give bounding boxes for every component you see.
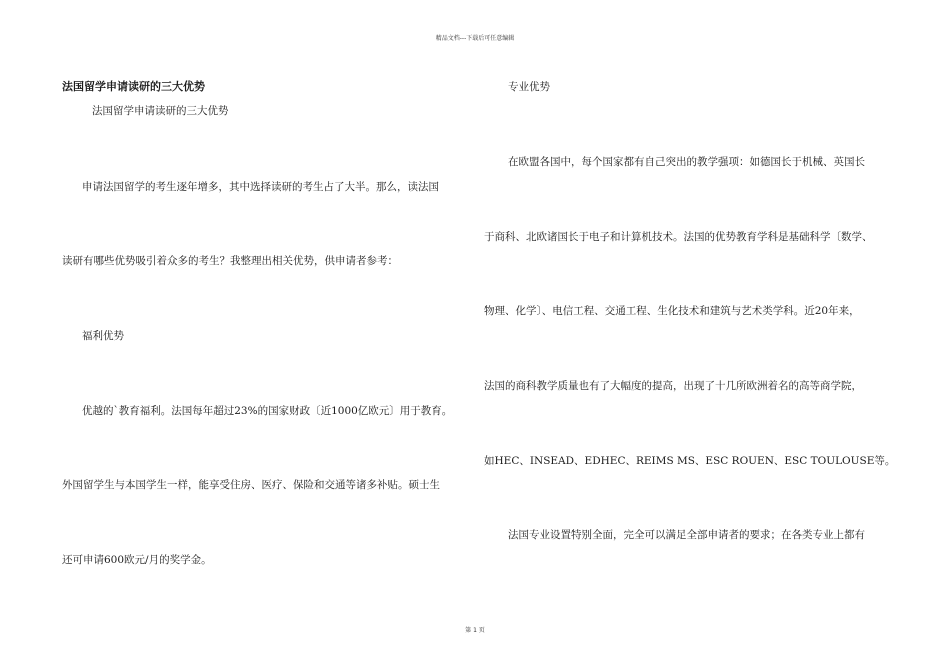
section-heading-major: 专业优势 xyxy=(508,81,550,93)
paragraph-line: 于商科、北欧诸国长于电子和计算机技术。法国的优势教育学科是基础科学〔数学、 xyxy=(484,231,873,243)
paragraph-line: 还可申请600欧元/月的奖学金。 xyxy=(62,554,212,566)
document-subtitle: 法国留学申请读研的三大优势 xyxy=(92,105,229,117)
paragraph-line: 读研有哪些优势吸引着众多的考生？我整理出相关优势，供申请者参考： xyxy=(62,255,398,267)
paragraph-line: 在欧盟各国中，每个国家都有自己突出的教学强项：如德国长于机械、英国长 xyxy=(508,156,865,168)
document-title: 法国留学申请读研的三大优势 xyxy=(62,80,205,93)
header-note: 精品文档---下载后可任意编辑 xyxy=(435,35,515,42)
paragraph-line: 优越的`教育福利。法国每年超过23%的国家财政〔近1000亿欧元〕用于教育。 xyxy=(82,405,453,417)
page-number: 第 1 页 xyxy=(465,627,485,634)
paragraph-line: 法国的商科教学质量也有了大幅度的提高，出现了十几所欧洲着名的高等商学院， xyxy=(484,380,862,392)
paragraph-line: 物理、化学〕、电信工程、交通工程、生化技术和建筑与艺术类学科。近20年来， xyxy=(484,305,860,317)
section-heading-welfare: 福利优势 xyxy=(82,330,124,342)
paragraph-line: 外国留学生与本国学生一样，能享受住房、医疗、保险和交通等诸多补贴。硕士生 xyxy=(62,479,440,491)
paragraph-line: 如HEC、INSEAD、EDHEC、REIMS MS、ESC ROUEN、ESC TOULOUSE等。 xyxy=(484,455,896,467)
paragraph-line: 申请法国留学的考生逐年增多，其中选择读研的考生占了大半。那么，读法国 xyxy=(82,181,439,193)
paragraph-line: 法国专业设置特别全面，完全可以满足全部申请者的要求；在各类专业上都有 xyxy=(508,529,865,541)
